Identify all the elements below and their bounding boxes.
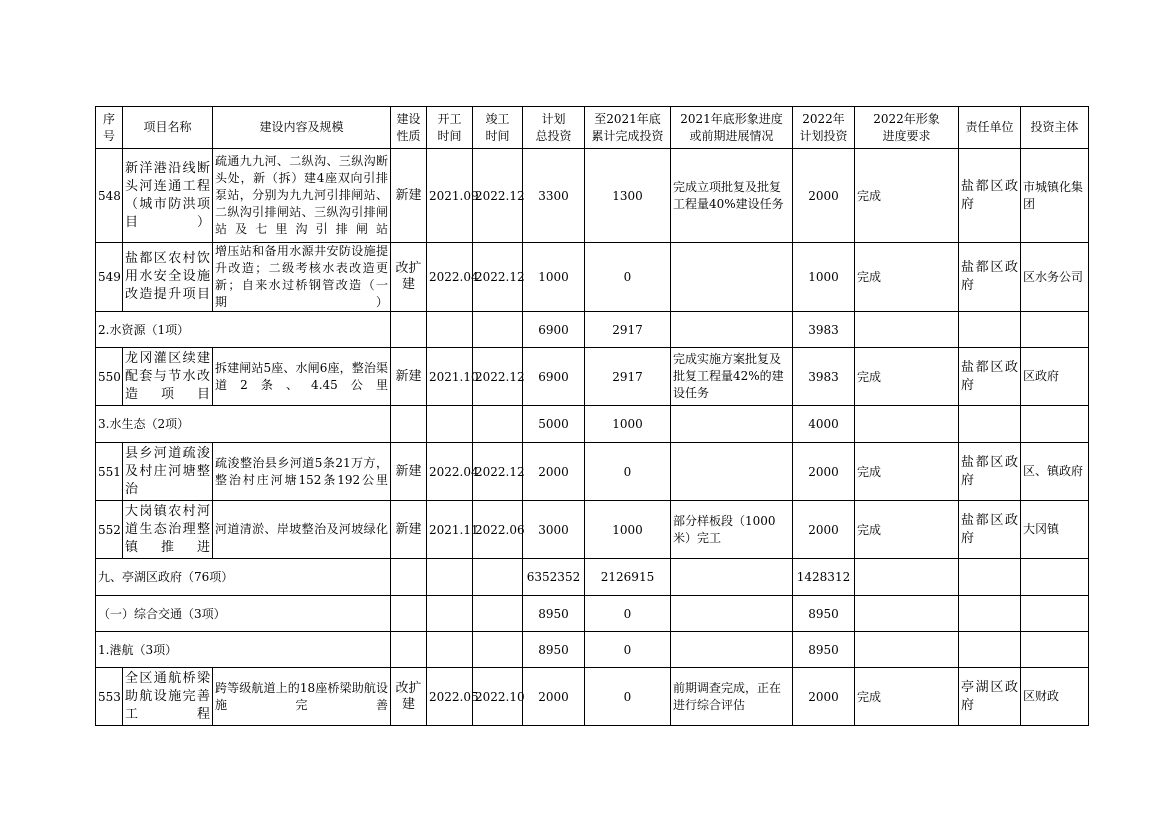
empty-cell (427, 596, 473, 632)
start-time-cell: 2022.04 (427, 443, 473, 501)
column-header: 计划 总投资 (523, 107, 585, 149)
empty-cell (671, 406, 793, 443)
investor-cell: 区财政 (1021, 668, 1089, 726)
empty-cell (855, 406, 959, 443)
row-number-cell: 550 (96, 348, 123, 406)
empty-cell (671, 559, 793, 596)
empty-cell (959, 632, 1021, 668)
progress-2021-cell: 部分样板段（1000米）完工 (671, 501, 793, 559)
table-row (96, 243, 1089, 312)
plan-2022-cell: 3983 (793, 348, 855, 406)
column-header: 竣工 时间 (473, 107, 523, 149)
plan-2022-cell: 4000 (793, 406, 855, 443)
column-header: 建设内容及规模 (213, 107, 391, 149)
section-row (96, 632, 1089, 668)
empty-cell (855, 632, 959, 668)
empty-cell (855, 312, 959, 348)
column-header: 责任单位 (959, 107, 1021, 149)
empty-cell (1021, 312, 1089, 348)
empty-cell (959, 559, 1021, 596)
column-header: 序 号 (96, 107, 123, 149)
column-header: 2022年 计划投资 (793, 107, 855, 149)
end-time-cell: 2022.12 (473, 149, 523, 243)
plan-2022-cell: 2000 (793, 668, 855, 726)
requirement-2022-cell: 完成 (855, 348, 959, 406)
nature-cell: 新建 (391, 149, 427, 243)
content-scale-cell: 跨等级航道上的18座桥梁助航设施完善 (213, 668, 391, 726)
empty-cell (959, 312, 1021, 348)
empty-cell (1021, 559, 1089, 596)
progress-2021-cell: 完成立项批复及批复工程量40%建设任务 (671, 149, 793, 243)
plan-2022-cell: 8950 (793, 632, 855, 668)
empty-cell (855, 559, 959, 596)
end-time-cell: 2022.06 (473, 501, 523, 559)
end-time-cell: 2022.12 (473, 243, 523, 312)
empty-cell (1021, 596, 1089, 632)
total-investment-cell: 6352352 (523, 559, 585, 596)
responsible-unit-cell: 盐都区政府 (959, 149, 1021, 243)
project-name-cell: 全区通航桥梁助航设施完善工程 (123, 668, 213, 726)
completed-investment-cell: 2126915 (585, 559, 671, 596)
empty-cell (427, 559, 473, 596)
completed-investment-cell: 2917 (585, 348, 671, 406)
section-row (96, 596, 1089, 632)
total-investment-cell: 2000 (523, 443, 585, 501)
content-scale-cell: 拆建闸站5座、水闸6座，整治渠道2条、4.45公里 (213, 348, 391, 406)
header-row (96, 107, 1089, 149)
project-name-cell: 盐都区农村饮用水安全设施改造提升项目 (123, 243, 213, 312)
total-investment-cell: 2000 (523, 668, 585, 726)
nature-cell: 新建 (391, 348, 427, 406)
nature-cell: 改扩 建 (391, 668, 427, 726)
investor-cell: 区、镇政府 (1021, 443, 1089, 501)
empty-cell (391, 596, 427, 632)
empty-cell (391, 559, 427, 596)
plan-2022-cell: 1428312 (793, 559, 855, 596)
progress-2021-cell: 完成实施方案批复及批复工程量42%的建设任务 (671, 348, 793, 406)
empty-cell (473, 559, 523, 596)
plan-2022-cell: 2000 (793, 149, 855, 243)
total-investment-cell: 6900 (523, 348, 585, 406)
empty-cell (959, 406, 1021, 443)
requirement-2022-cell: 完成 (855, 243, 959, 312)
column-header: 2021年底形象进度 或前期进展情况 (671, 107, 793, 149)
column-header: 建设 性质 (391, 107, 427, 149)
plan-2022-cell: 2000 (793, 443, 855, 501)
empty-cell (427, 406, 473, 443)
row-number-cell: 549 (96, 243, 123, 312)
progress-2021-cell (671, 243, 793, 312)
row-number-cell: 552 (96, 501, 123, 559)
table-row (96, 501, 1089, 559)
empty-cell (671, 312, 793, 348)
completed-investment-cell: 1300 (585, 149, 671, 243)
nature-cell: 改扩 建 (391, 243, 427, 312)
requirement-2022-cell: 完成 (855, 149, 959, 243)
total-investment-cell: 6900 (523, 312, 585, 348)
end-time-cell: 2022.10 (473, 668, 523, 726)
plan-2022-cell: 1000 (793, 243, 855, 312)
section-row (96, 406, 1089, 443)
total-investment-cell: 8950 (523, 632, 585, 668)
empty-cell (1021, 406, 1089, 443)
nature-cell: 新建 (391, 443, 427, 501)
end-time-cell: 2022.12 (473, 443, 523, 501)
column-header: 2022年形象 进度要求 (855, 107, 959, 149)
completed-investment-cell: 2917 (585, 312, 671, 348)
project-name-cell: 大岗镇农村河道生态治理整镇推进 (123, 501, 213, 559)
content-scale-cell: 疏通九九河、二纵沟、三纵沟断头处，新（拆）建4座双向引排泵站，分别为九九河引排闸站、二纵沟引排闸站、三纵沟引排闸站及七里沟引排闸站 (213, 149, 391, 243)
total-investment-cell: 8950 (523, 596, 585, 632)
empty-cell (473, 632, 523, 668)
empty-cell (1021, 632, 1089, 668)
completed-investment-cell: 0 (585, 668, 671, 726)
column-header: 开工 时间 (427, 107, 473, 149)
plan-2022-cell: 2000 (793, 501, 855, 559)
investor-cell: 大冈镇 (1021, 501, 1089, 559)
section-row (96, 312, 1089, 348)
start-time-cell: 2021.10 (427, 348, 473, 406)
section-title: 3.水生态（2项） (96, 406, 391, 443)
empty-cell (473, 312, 523, 348)
content-scale-cell: 河道清淤、岸坡整治及河坡绿化 (213, 501, 391, 559)
row-number-cell: 548 (96, 149, 123, 243)
responsible-unit-cell: 盐都区政府 (959, 348, 1021, 406)
responsible-unit-cell: 盐都区政府 (959, 443, 1021, 501)
start-time-cell: 2022.04 (427, 243, 473, 312)
start-time-cell: 2021.11 (427, 501, 473, 559)
empty-cell (671, 632, 793, 668)
requirement-2022-cell: 完成 (855, 443, 959, 501)
table-body (96, 149, 1089, 726)
empty-cell (427, 632, 473, 668)
investor-cell: 区政府 (1021, 348, 1089, 406)
completed-investment-cell: 0 (585, 632, 671, 668)
requirement-2022-cell: 完成 (855, 501, 959, 559)
section-row (96, 559, 1089, 596)
requirement-2022-cell: 完成 (855, 668, 959, 726)
table-row (96, 668, 1089, 726)
completed-investment-cell: 0 (585, 596, 671, 632)
nature-cell: 新建 (391, 501, 427, 559)
empty-cell (855, 596, 959, 632)
empty-cell (473, 406, 523, 443)
total-investment-cell: 1000 (523, 243, 585, 312)
empty-cell (391, 406, 427, 443)
section-title: 1.港航（3项） (96, 632, 391, 668)
column-header: 项目名称 (123, 107, 213, 149)
investor-cell: 市城镇化集团 (1021, 149, 1089, 243)
completed-investment-cell: 1000 (585, 501, 671, 559)
project-name-cell: 龙冈灌区续建配套与节水改造项目 (123, 348, 213, 406)
completed-investment-cell: 0 (585, 443, 671, 501)
empty-cell (391, 632, 427, 668)
progress-2021-cell (671, 443, 793, 501)
column-header: 投资主体 (1021, 107, 1089, 149)
responsible-unit-cell: 盐都区政府 (959, 243, 1021, 312)
row-number-cell: 553 (96, 668, 123, 726)
table-row (96, 443, 1089, 501)
plan-2022-cell: 3983 (793, 312, 855, 348)
start-time-cell: 2022.05 (427, 668, 473, 726)
investor-cell: 区水务公司 (1021, 243, 1089, 312)
project-name-cell: 新洋港沿线断头河连通工程（城市防洪项目） (123, 149, 213, 243)
total-investment-cell: 3000 (523, 501, 585, 559)
total-investment-cell: 3300 (523, 149, 585, 243)
empty-cell (473, 596, 523, 632)
section-title: 九、亭湖区政府（76项） (96, 559, 391, 596)
empty-cell (959, 596, 1021, 632)
content-scale-cell: 疏浚整治县乡河道5条21万方，整治村庄河塘152条192公里 (213, 443, 391, 501)
project-table (95, 106, 1089, 726)
empty-cell (671, 596, 793, 632)
responsible-unit-cell: 亭湖区政府 (959, 668, 1021, 726)
completed-investment-cell: 0 (585, 243, 671, 312)
section-title: （一）综合交通（3项） (96, 596, 391, 632)
progress-2021-cell: 前期调查完成，正在进行综合评估 (671, 668, 793, 726)
table-row (96, 348, 1089, 406)
empty-cell (427, 312, 473, 348)
content-scale-cell: 增压站和备用水源井安防设施提升改造；二级考核水表改造更新；自来水过桥钢管改造（一期） (213, 243, 391, 312)
responsible-unit-cell: 盐都区政府 (959, 501, 1021, 559)
plan-2022-cell: 8950 (793, 596, 855, 632)
table-row (96, 149, 1089, 243)
end-time-cell: 2022.12 (473, 348, 523, 406)
empty-cell (391, 312, 427, 348)
column-header: 至2021年底 累计完成投资 (585, 107, 671, 149)
completed-investment-cell: 1000 (585, 406, 671, 443)
row-number-cell: 551 (96, 443, 123, 501)
project-name-cell: 县乡河道疏浚及村庄河塘整治 (123, 443, 213, 501)
start-time-cell: 2021.09 (427, 149, 473, 243)
total-investment-cell: 5000 (523, 406, 585, 443)
section-title: 2.水资源（1项） (96, 312, 391, 348)
